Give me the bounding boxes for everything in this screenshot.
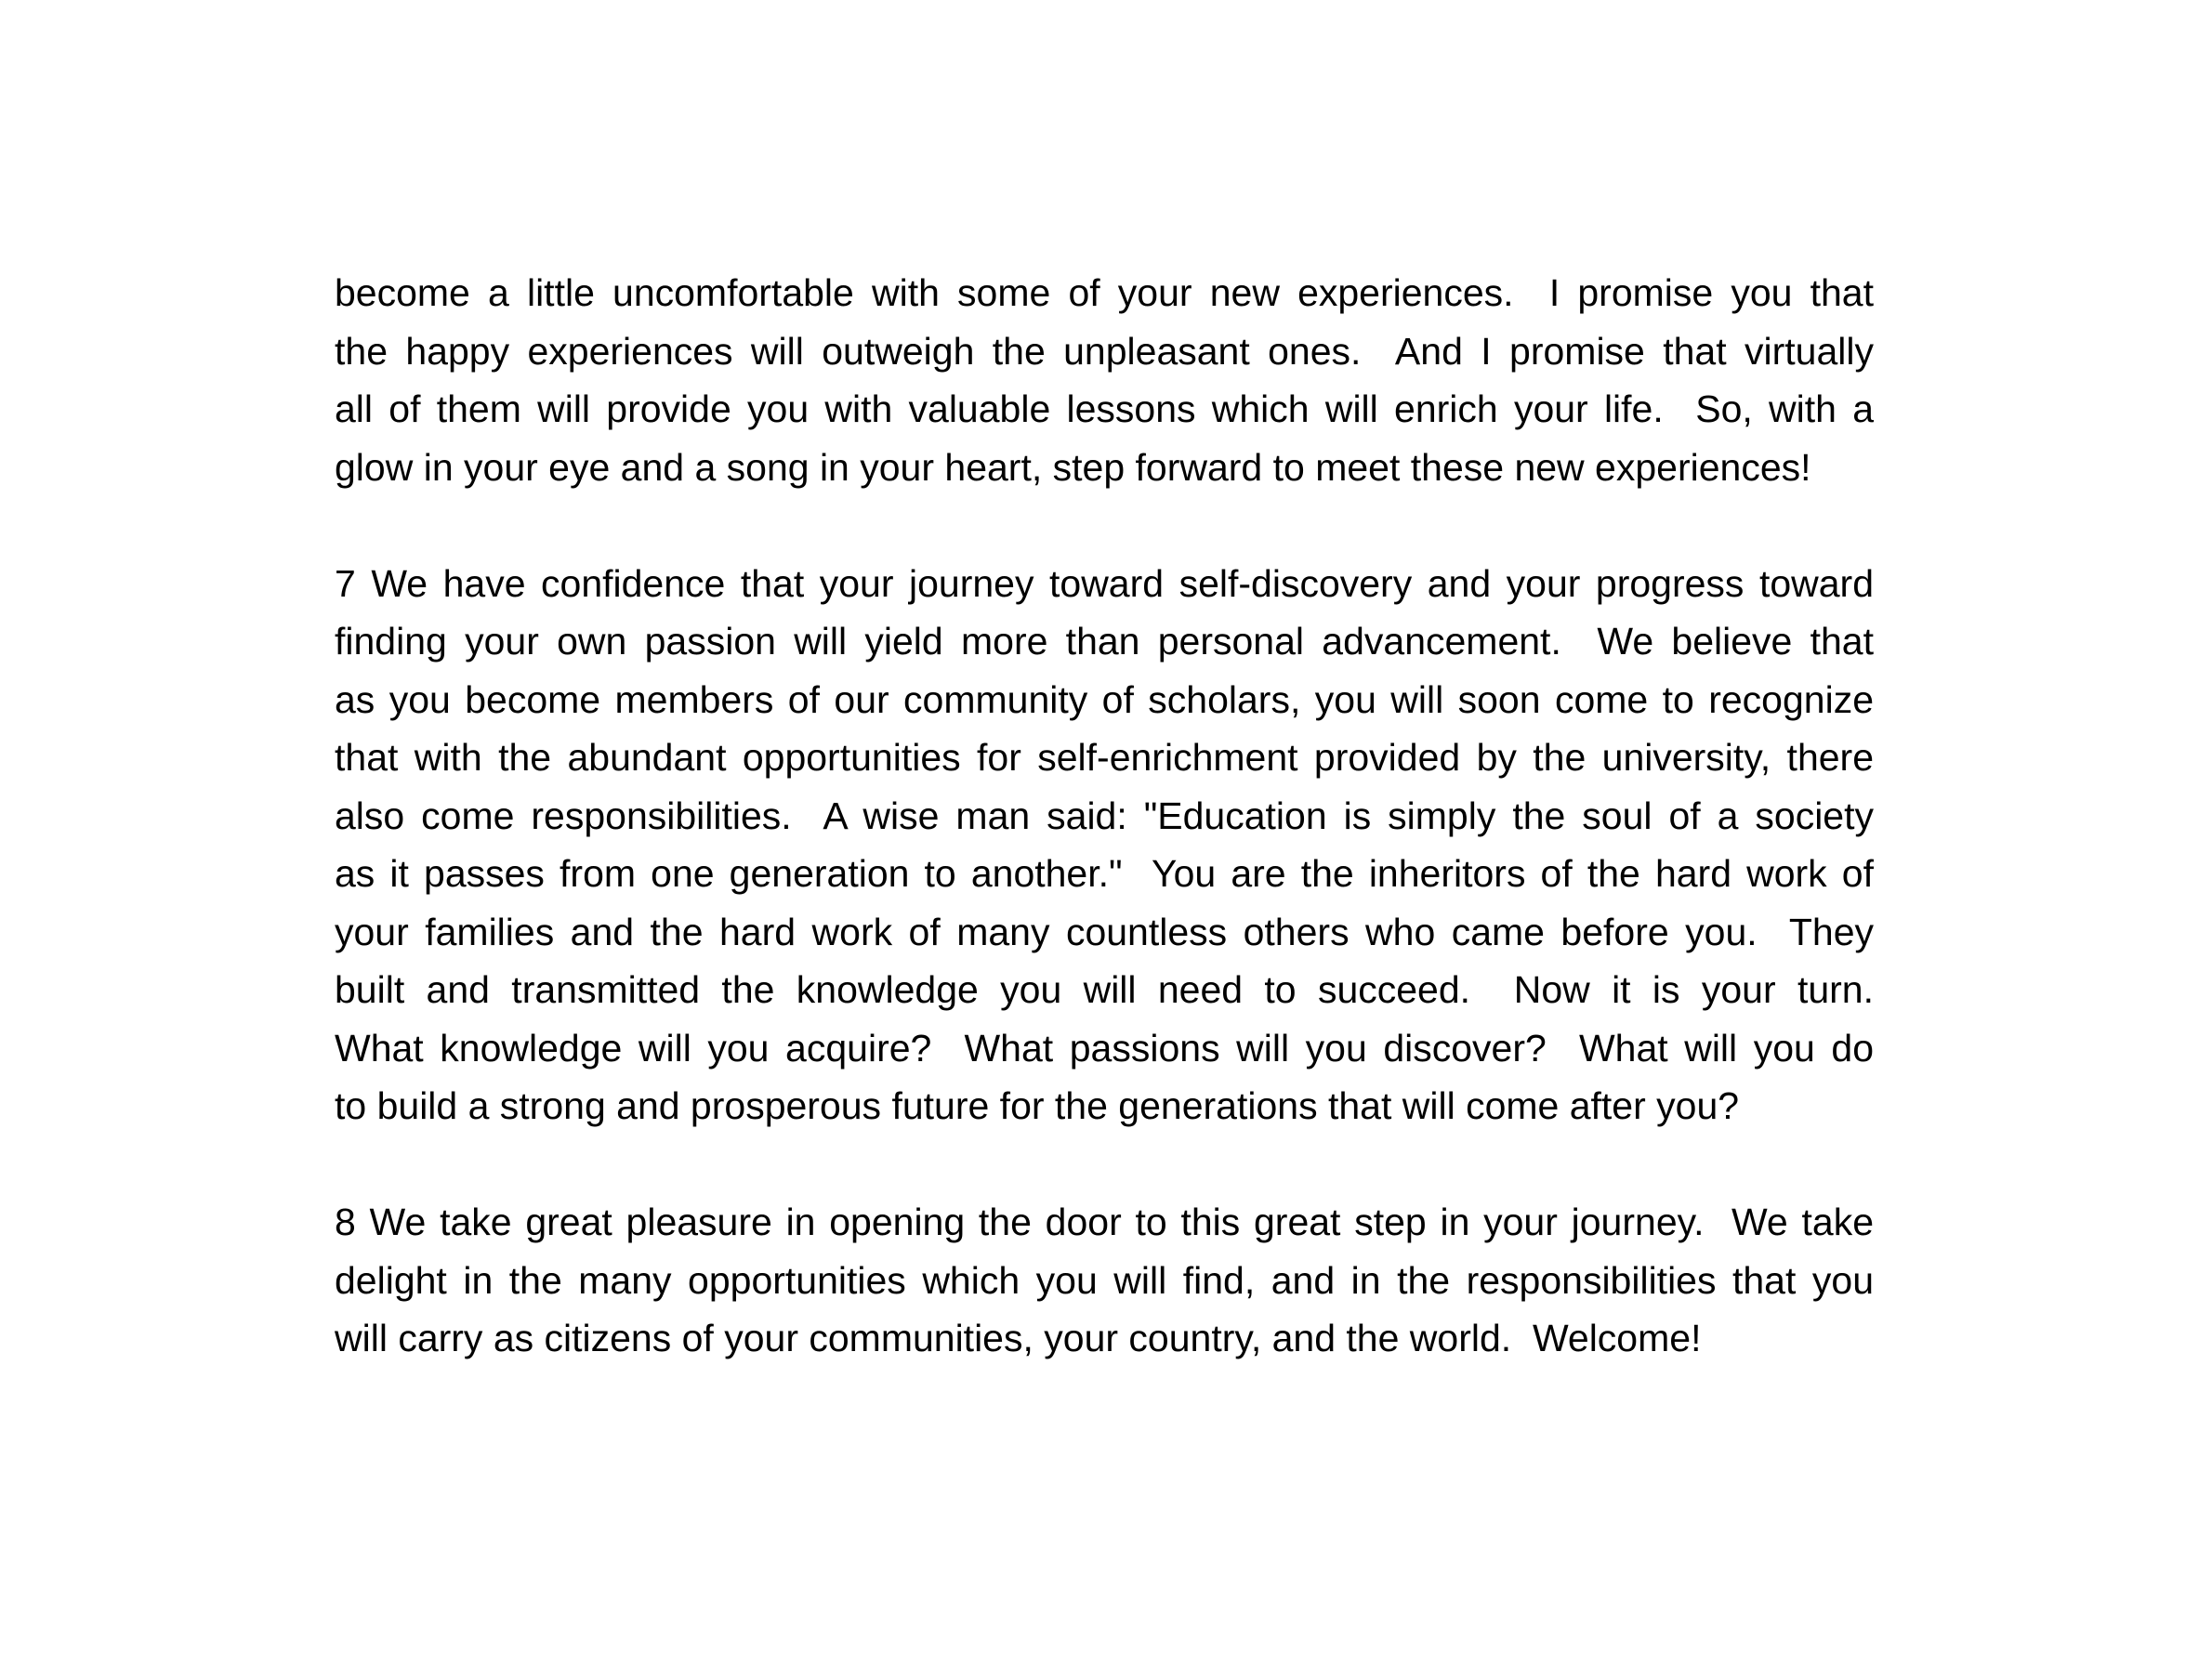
- text-line: will carry as citizens of your communities, your country, and the world. Welcome!: [335, 1317, 1702, 1359]
- paragraph: [335, 555, 1874, 1135]
- paragraph: [335, 264, 1874, 496]
- text-line: as you become members of our community of scholars, you will soon come to recognize: [335, 677, 1874, 721]
- text-line: What knowledge will you acquire? What passions will you discover? What will you do: [335, 1026, 1874, 1070]
- text-line: glow in your eye and a song in your heart, step forward to meet these new experiences!: [335, 445, 1811, 489]
- text-line: built and transmitted the knowledge you will need to succeed. Now it is your turn.: [335, 968, 1874, 1011]
- text-line: become a little uncomfortable with some of your new experiences. I promise you that: [335, 271, 1874, 314]
- paragraph: [335, 1193, 1874, 1368]
- text-line: 7 We have confidence that your journey toward self-discovery and your progress toward: [335, 561, 1874, 605]
- text-block: [335, 264, 1874, 1368]
- text-line: your families and the hard work of many countless others who came before you. They: [335, 910, 1874, 953]
- text-line: all of them will provide you with valuable lessons which will enrich your life. So, with a: [335, 387, 1874, 430]
- text-line: finding your own passion will yield more than personal advancement. We believe that: [335, 620, 1874, 663]
- text-line: delight in the many opportunities which you will find, and in the responsibilities that you: [335, 1258, 1874, 1302]
- text-line: 8 We take great pleasure in opening the door to this great step in your journey. We take: [335, 1201, 1874, 1243]
- text-line: the happy experiences will outweigh the unpleasant ones. And I promise that virtually: [335, 329, 1874, 373]
- text-line: also come responsibilities. A wise man said: "Education is simply the soul of a society: [335, 794, 1874, 837]
- text-line: as it passes from one generation to another." You are the inheritors of the hard work of: [335, 852, 1874, 895]
- text-line: to build a strong and prosperous future for the generations that will come after you?: [335, 1084, 1740, 1127]
- text-line: that with the abundant opportunities for self-enrichment provided by the university, there: [335, 736, 1874, 779]
